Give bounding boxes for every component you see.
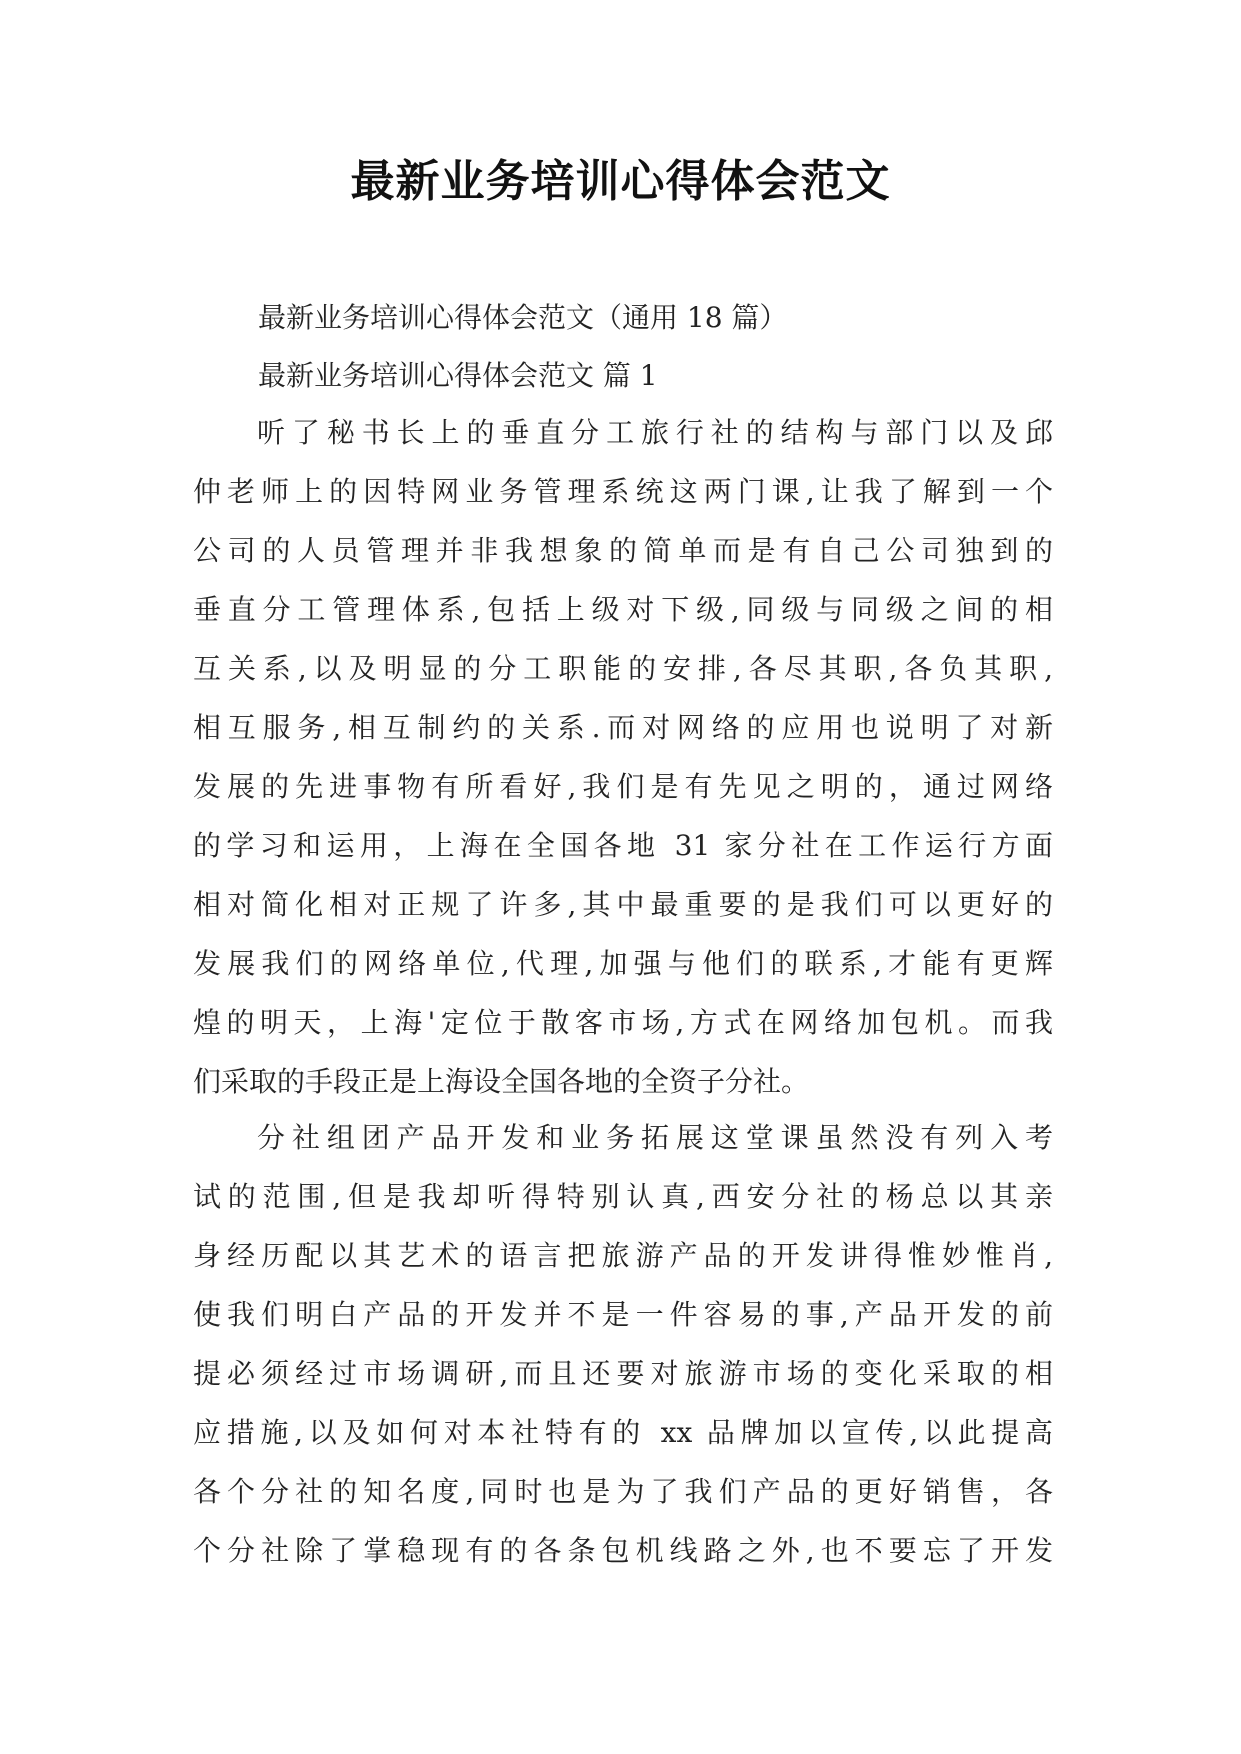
paragraph-line: 听了秘书长上的垂直分工旅行社的结构与部门以及邱: [257, 416, 1053, 449]
paragraph-line: 使我们明白产品的开发并不是一件容易的事,产品开发的前: [193, 1298, 1053, 1331]
paragraph-line: 试的范围,但是我却听得特别认真,西安分社的杨总以其亲: [193, 1180, 1053, 1213]
body-paragraph: [193, 1108, 1053, 1580]
section-heading: 最新业务培训心得体会范文 篇 1: [258, 359, 658, 392]
paragraph-line: 发展我们的网络单位,代理,加强与他们的联系,才能有更辉: [193, 947, 1053, 980]
paragraph-line: 分社组团产品开发和业务拓展这堂课虽然没有列入考: [257, 1121, 1053, 1154]
paragraph-line: 应措施,以及如何对本社特有的 xx 品牌加以宣传,以此提高: [193, 1416, 1053, 1449]
paragraph-line: 提必须经过市场调研,而且还要对旅游市场的变化采取的相: [193, 1357, 1053, 1390]
document-subtitle: 最新业务培训心得体会范文（通用 18 篇）: [258, 301, 788, 334]
paragraph-line: 的学习和运用，上海在全国各地 31 家分社在工作运行方面: [193, 829, 1053, 862]
paragraph-line: 发展的先进事物有所看好,我们是有先见之明的，通过网络: [193, 770, 1053, 803]
paragraph-line: 仲老师上的因特网业务管理系统这两门课,让我了解到一个: [193, 475, 1053, 508]
paragraph-line: 各个分社的知名度,同时也是为了我们产品的更好销售，各: [193, 1475, 1053, 1508]
paragraph-line: 公司的人员管理并非我想象的简单而是有自己公司独到的: [193, 534, 1053, 567]
body-paragraph: [193, 403, 1053, 1111]
paragraph-line: 个分社除了掌稳现有的各条包机线路之外,也不要忘了开发: [193, 1534, 1053, 1567]
paragraph-line: 垂直分工管理体系,包括上级对下级,同级与同级之间的相: [193, 593, 1053, 626]
document-title: 最新业务培训心得体会范文: [350, 156, 891, 207]
paragraph-line: 相对简化相对正规了许多,其中最重要的是我们可以更好的: [193, 888, 1053, 921]
paragraph-line: 相互服务,相互制约的关系.而对网络的应用也说明了对新: [193, 711, 1053, 744]
paragraph-line: 煌的明天，上海'定位于散客市场,方式在网络加包机。而我: [193, 1006, 1053, 1039]
paragraph-line: 互关系,以及明显的分工职能的安排,各尽其职,各负其职,: [193, 652, 1053, 685]
paragraph-line: 们采取的手段正是上海设全国各地的全资子分社。: [193, 1065, 810, 1098]
paragraph-line: 身经历配以其艺术的语言把旅游产品的开发讲得惟妙惟肖,: [193, 1239, 1053, 1272]
